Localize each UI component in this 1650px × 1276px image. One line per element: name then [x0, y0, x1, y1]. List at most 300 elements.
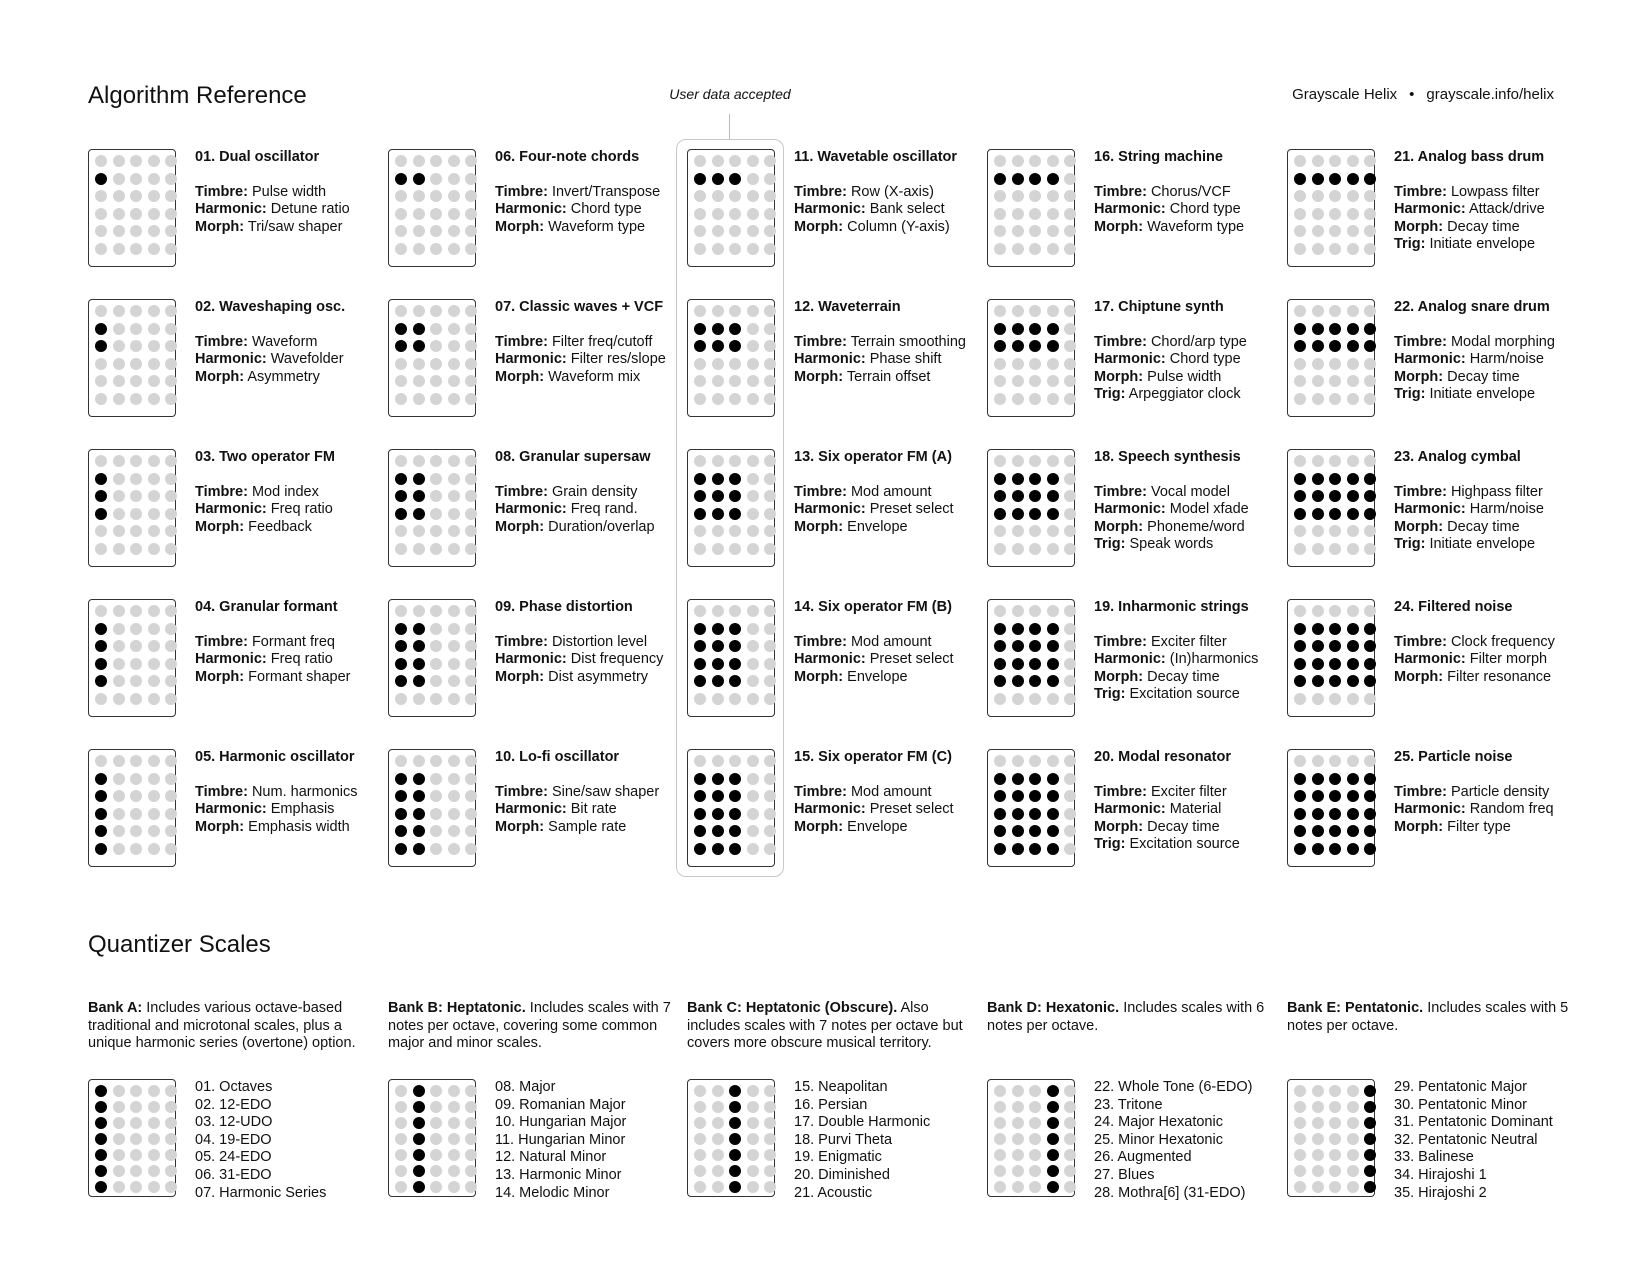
led-off [465, 790, 477, 802]
led-on [1347, 508, 1359, 520]
scale-led-grid [88, 1079, 176, 1197]
param-key: Harmonic: [1094, 501, 1166, 518]
scale-item: 10. Hungarian Major [495, 1114, 627, 1131]
param-key: Harmonic: [1094, 201, 1166, 218]
led-on [395, 773, 407, 785]
led-off [764, 1085, 776, 1097]
led-on [413, 490, 425, 502]
param-line [495, 519, 695, 537]
led-on [413, 1149, 425, 1161]
led-off [1329, 225, 1341, 237]
led-off [1064, 640, 1076, 652]
led-off [448, 1133, 460, 1145]
led-off [1029, 1101, 1041, 1113]
led-off [694, 1101, 706, 1113]
param-value: Envelope [847, 518, 908, 535]
led-off [1064, 605, 1076, 617]
param-line [495, 819, 695, 837]
led-on [1364, 790, 1376, 802]
led-off [130, 693, 142, 705]
led-off [95, 225, 107, 237]
led-off [413, 225, 425, 237]
led-off [130, 1181, 142, 1193]
led-on [413, 473, 425, 485]
led-off [465, 1117, 477, 1129]
param-line [1094, 801, 1294, 819]
led-off [764, 1133, 776, 1145]
led-on [1294, 173, 1306, 185]
led-off [1347, 1149, 1359, 1161]
led-on [1329, 173, 1341, 185]
led-off [148, 790, 160, 802]
led-off [448, 243, 460, 255]
param-value: Mod amount [850, 783, 932, 800]
algorithm-info [1094, 449, 1294, 554]
led-off [1029, 543, 1041, 555]
led-off [148, 323, 160, 335]
led-on [712, 173, 724, 185]
led-on [95, 675, 107, 687]
led-off [130, 843, 142, 855]
led-off [1012, 190, 1024, 202]
led-off [1012, 525, 1024, 537]
param-value: Initiate envelope [1429, 536, 1536, 553]
led-off [395, 305, 407, 317]
led-off [465, 173, 477, 185]
bank-description [1287, 1000, 1572, 1035]
led-on [729, 773, 741, 785]
led-on [1047, 1149, 1059, 1161]
led-grid [388, 149, 476, 267]
brand-url[interactable]: grayscale.info/helix [1426, 86, 1554, 103]
led-grid [687, 149, 775, 267]
led-off [1047, 358, 1059, 370]
led-on [729, 1165, 741, 1177]
led-off [994, 1133, 1006, 1145]
led-on [1347, 825, 1359, 837]
scale-item: 23. Tritone [1094, 1096, 1163, 1113]
led-off [764, 1117, 776, 1129]
led-off [430, 525, 442, 537]
param-line [495, 219, 695, 237]
led-on [95, 490, 107, 502]
led-off [148, 755, 160, 767]
led-off [130, 1133, 142, 1145]
led-off [1064, 843, 1076, 855]
param-value: Material [1169, 801, 1222, 818]
led-off [747, 1133, 759, 1145]
led-off [465, 375, 477, 387]
led-off [729, 208, 741, 220]
led-off [1047, 393, 1059, 405]
led-off [1064, 243, 1076, 255]
led-on [1329, 843, 1341, 855]
param-value: Phoneme/word [1147, 518, 1245, 535]
led-off [1047, 543, 1059, 555]
led-off [729, 225, 741, 237]
led-off [130, 675, 142, 687]
led-off [448, 693, 460, 705]
led-off [1312, 208, 1324, 220]
param-line [1094, 519, 1294, 537]
led-on [95, 640, 107, 652]
scale-item: 08. Major [495, 1079, 556, 1095]
led-off [712, 543, 724, 555]
led-off [1029, 693, 1041, 705]
led-on [1029, 340, 1041, 352]
param-key: Timbre: [1394, 483, 1447, 500]
param-value: Invert/Transpose [551, 183, 661, 200]
algorithm-name: 07. Classic waves + VCF [495, 299, 664, 315]
led-on [1047, 1165, 1059, 1177]
led-off [130, 525, 142, 537]
led-off [113, 243, 125, 255]
led-off [430, 173, 442, 185]
led-off [747, 825, 759, 837]
led-off [430, 208, 442, 220]
led-on [994, 675, 1006, 687]
led-off [165, 155, 177, 167]
param-value: Preset select [869, 501, 954, 518]
led-off [1312, 375, 1324, 387]
led-on [1347, 623, 1359, 635]
param-line [1094, 501, 1294, 519]
param-key: Timbre: [1394, 183, 1447, 200]
param-line [195, 669, 395, 687]
scale-item: 20. Diminished [794, 1166, 890, 1183]
algorithm-info [1394, 149, 1594, 254]
led-on [1047, 323, 1059, 335]
led-off [1364, 605, 1376, 617]
led-off [1047, 155, 1059, 167]
led-off [1294, 225, 1306, 237]
led-on [95, 773, 107, 785]
param-key: Morph: [495, 368, 545, 385]
led-off [465, 155, 477, 167]
led-on [95, 1149, 107, 1161]
algorithm-name: 09. Phase distortion [495, 599, 633, 615]
led-off [1012, 208, 1024, 220]
param-key: Timbre: [195, 333, 248, 350]
led-off [148, 1165, 160, 1177]
param-line [1094, 686, 1294, 704]
led-off [113, 508, 125, 520]
led-on [729, 790, 741, 802]
led-off [1294, 605, 1306, 617]
param-line [794, 351, 994, 369]
led-off [95, 190, 107, 202]
led-off [430, 623, 442, 635]
param-key: Morph: [794, 818, 844, 835]
scale-item: 26. Augmented [1094, 1149, 1192, 1166]
param-line [195, 519, 395, 537]
algorithm-name: 24. Filtered noise [1394, 599, 1513, 615]
led-off [465, 323, 477, 335]
param-value: (In)harmonics [1169, 651, 1259, 668]
led-off [1329, 1149, 1341, 1161]
led-off [395, 225, 407, 237]
led-off [1029, 393, 1041, 405]
led-off [113, 208, 125, 220]
led-off [1329, 1117, 1341, 1129]
led-off [1347, 693, 1359, 705]
led-off [1294, 190, 1306, 202]
led-off [1047, 225, 1059, 237]
led-off [430, 455, 442, 467]
led-off [430, 1149, 442, 1161]
led-off [448, 173, 460, 185]
led-off [712, 455, 724, 467]
led-off [113, 455, 125, 467]
led-on [1012, 825, 1024, 837]
param-value: Pulse width [1147, 368, 1222, 385]
led-off [712, 693, 724, 705]
led-off [1047, 375, 1059, 387]
led-off [1064, 508, 1076, 520]
led-off [994, 543, 1006, 555]
param-key: Timbre: [195, 633, 248, 650]
param-key: Timbre: [1094, 183, 1147, 200]
led-off [1329, 155, 1341, 167]
led-on [395, 340, 407, 352]
led-off [694, 305, 706, 317]
led-grid [88, 299, 176, 417]
led-on [1329, 825, 1341, 837]
led-on [413, 323, 425, 335]
led-on [712, 773, 724, 785]
led-on [95, 808, 107, 820]
led-on [1347, 173, 1359, 185]
param-value: Emphasis width [248, 818, 350, 835]
led-on [1029, 473, 1041, 485]
led-off [1029, 155, 1041, 167]
led-off [1312, 1149, 1324, 1161]
led-off [130, 243, 142, 255]
param-value: Decay time [1447, 518, 1520, 535]
param-key: Timbre: [495, 183, 548, 200]
scale-item: 04. 19-EDO [195, 1131, 272, 1148]
led-off [764, 1149, 776, 1161]
param-key: Harmonic: [1394, 501, 1466, 518]
led-off [430, 305, 442, 317]
led-off [165, 1149, 177, 1161]
param-line [195, 819, 395, 837]
param-key: Harmonic: [1094, 351, 1166, 368]
led-off [1329, 1181, 1341, 1193]
param-key: Trig: [1394, 536, 1426, 553]
led-off [465, 658, 477, 670]
led-on [1364, 773, 1376, 785]
led-on [1364, 1165, 1376, 1177]
led-off [694, 1085, 706, 1097]
led-off [395, 525, 407, 537]
led-on [712, 623, 724, 635]
led-off [430, 323, 442, 335]
param-value: Distortion level [551, 633, 648, 650]
led-off [694, 1117, 706, 1129]
param-line [1394, 669, 1594, 687]
led-off [1364, 393, 1376, 405]
scale-item: 24. Major Hexatonic [1094, 1114, 1223, 1131]
led-off [148, 1133, 160, 1145]
led-on [1294, 658, 1306, 670]
led-off [1064, 1149, 1076, 1161]
param-value: Arpeggiator clock [1128, 386, 1241, 403]
led-on [1029, 790, 1041, 802]
led-off [1064, 225, 1076, 237]
led-off [994, 243, 1006, 255]
param-key: Timbre: [195, 783, 248, 800]
led-off [1312, 243, 1324, 255]
led-off [113, 640, 125, 652]
led-on [729, 490, 741, 502]
led-off [1029, 190, 1041, 202]
led-on [994, 790, 1006, 802]
param-key: Harmonic: [1094, 801, 1166, 818]
led-off [165, 543, 177, 555]
led-off [1329, 208, 1341, 220]
led-on [712, 640, 724, 652]
param-value: Initiate envelope [1429, 236, 1536, 253]
led-off [395, 1165, 407, 1177]
param-line [1094, 386, 1294, 404]
led-off [165, 1165, 177, 1177]
led-off [448, 1181, 460, 1193]
led-on [413, 825, 425, 837]
led-on [1312, 640, 1324, 652]
led-off [113, 1117, 125, 1129]
led-off [747, 190, 759, 202]
led-off [747, 675, 759, 687]
led-off [148, 825, 160, 837]
led-off [165, 808, 177, 820]
led-off [747, 358, 759, 370]
led-off [465, 640, 477, 652]
led-off [448, 1117, 460, 1129]
led-off [465, 605, 477, 617]
led-off [1047, 243, 1059, 255]
led-off [729, 375, 741, 387]
led-off [747, 305, 759, 317]
led-off [448, 1165, 460, 1177]
led-off [448, 340, 460, 352]
led-off [148, 225, 160, 237]
led-off [747, 605, 759, 617]
led-off [764, 658, 776, 670]
led-off [130, 790, 142, 802]
led-on [1312, 173, 1324, 185]
led-off [694, 1181, 706, 1193]
led-on [1029, 825, 1041, 837]
led-on [1047, 640, 1059, 652]
led-off [694, 525, 706, 537]
led-on [994, 640, 1006, 652]
led-off [448, 393, 460, 405]
param-value: Formant freq [251, 633, 335, 650]
led-off [1047, 755, 1059, 767]
param-key: Morph: [1394, 218, 1444, 235]
led-off [165, 190, 177, 202]
led-off [165, 605, 177, 617]
param-key: Harmonic: [794, 801, 866, 818]
led-off [1012, 755, 1024, 767]
led-on [1047, 1085, 1059, 1097]
led-off [465, 543, 477, 555]
algorithm-name: 06. Four-note chords [495, 149, 640, 165]
led-on [994, 843, 1006, 855]
led-off [113, 473, 125, 485]
led-off [148, 1149, 160, 1161]
led-off [712, 190, 724, 202]
param-key: Morph: [1394, 818, 1444, 835]
led-off [994, 525, 1006, 537]
led-off [1064, 1101, 1076, 1113]
led-off [165, 375, 177, 387]
led-on [395, 640, 407, 652]
led-on [729, 508, 741, 520]
led-off [1312, 1085, 1324, 1097]
algorithm-info [195, 599, 395, 686]
led-on [1329, 773, 1341, 785]
led-on [1329, 640, 1341, 652]
led-off [165, 1117, 177, 1129]
led-off [430, 693, 442, 705]
led-off [430, 543, 442, 555]
led-off [747, 225, 759, 237]
led-off [465, 208, 477, 220]
param-value: Preset select [869, 651, 954, 668]
led-on [1347, 808, 1359, 820]
scale-item: 12. Natural Minor [495, 1149, 607, 1166]
led-off [1347, 1085, 1359, 1097]
led-on [95, 1085, 107, 1097]
led-off [148, 340, 160, 352]
bank-text: Includes scales with 6 notes per octave. [987, 1000, 1265, 1034]
led-off [148, 525, 160, 537]
algorithm-name: 02. Waveshaping osc. [195, 299, 346, 315]
led-on [729, 1117, 741, 1129]
led-on [1047, 658, 1059, 670]
led-on [395, 473, 407, 485]
param-key: Morph: [1094, 518, 1144, 535]
param-key: Morph: [1394, 518, 1444, 535]
led-on [1294, 623, 1306, 635]
param-value: Harm/noise [1469, 501, 1544, 518]
algorithm-name: 16. String machine [1094, 149, 1223, 165]
led-off [130, 1101, 142, 1113]
led-on [712, 825, 724, 837]
led-on [694, 508, 706, 520]
led-off [994, 693, 1006, 705]
param-key: Morph: [1094, 668, 1144, 685]
led-off [1064, 623, 1076, 635]
param-value: Decay time [1147, 818, 1220, 835]
led-off [395, 1149, 407, 1161]
param-key: Harmonic: [195, 801, 267, 818]
led-off [165, 675, 177, 687]
led-off [165, 393, 177, 405]
led-on [694, 623, 706, 635]
led-off [395, 755, 407, 767]
led-off [448, 375, 460, 387]
param-value: Detune ratio [270, 201, 350, 218]
led-on [413, 1101, 425, 1113]
led-on [1047, 675, 1059, 687]
led-grid [987, 449, 1075, 567]
led-on [1364, 173, 1376, 185]
led-off [694, 1165, 706, 1177]
algorithm-name: 14. Six operator FM (B) [794, 599, 952, 615]
